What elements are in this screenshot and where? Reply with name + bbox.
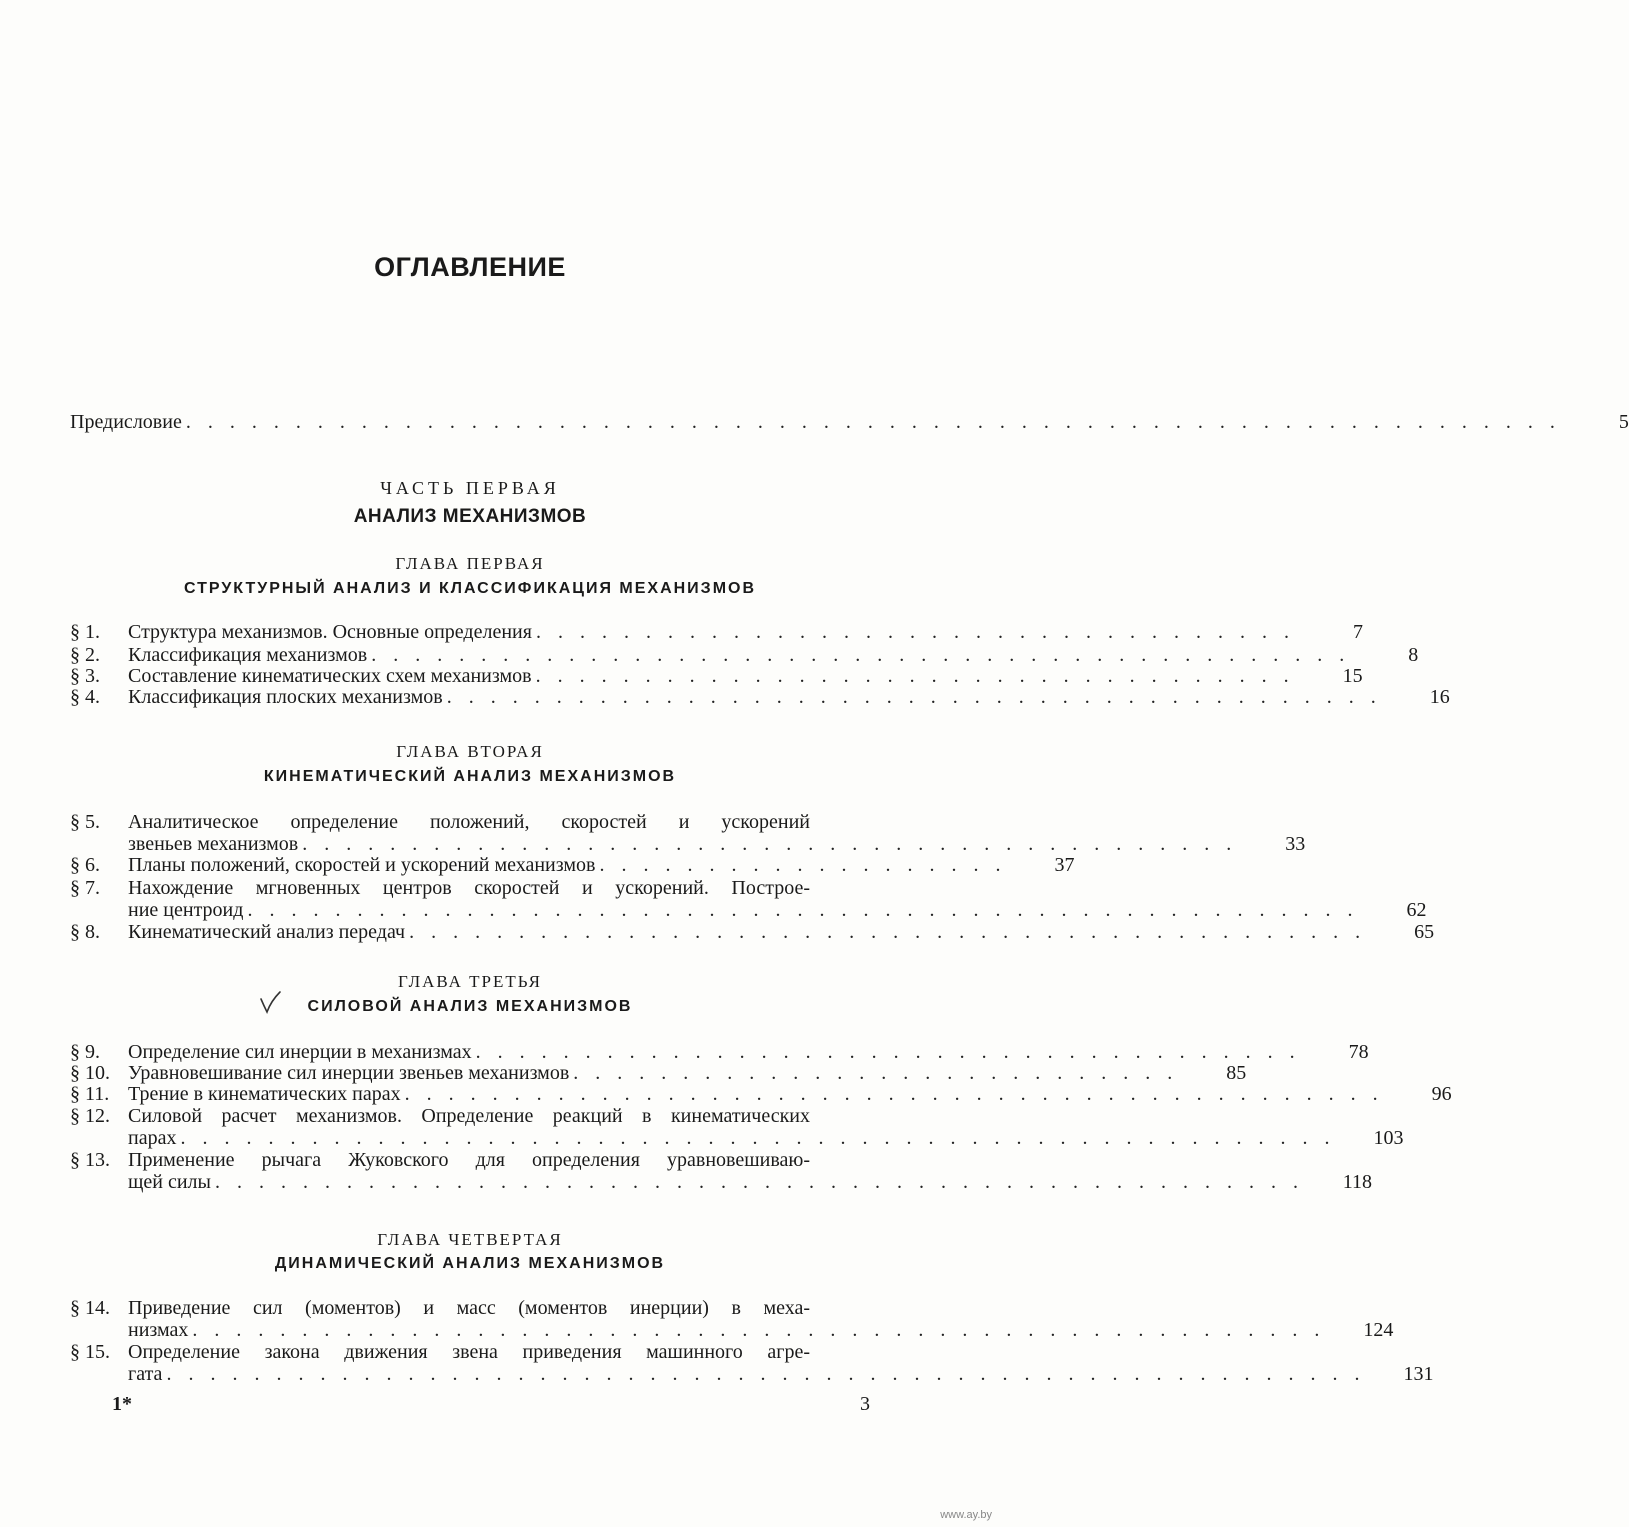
printer-signature: 1* [112, 1393, 132, 1415]
section-number: § 3. [70, 665, 100, 687]
section-number: § 7. [70, 877, 100, 899]
leader-dots: . . . . . . . . . . . . . . . . . . . . . . . . . . . . . . . . . . . . . . . . . . . . . [404, 1083, 1384, 1105]
toc-entry [70, 620, 1363, 644]
leader-dots: . . . . . . . . . . . . . . . . . . . . . . . . . . . . [573, 1062, 1179, 1084]
toc-entry-text: Предисловие [70, 411, 182, 433]
chapter-label: ГЛАВА ЧЕТВЕРТАЯ [377, 1230, 563, 1249]
toc-entry-continuation [70, 1362, 1434, 1386]
toc-entry-text: парах [128, 1127, 177, 1149]
leader-dots: . . . . . . . . . . . . . . . . . . . . . . . . . . . . . . . . . . . . . . . . . . . . . . . . . . . . . [180, 1127, 1336, 1149]
chapter-title: СИЛОВОЙ АНАЛИЗ МЕХАНИЗМОВ [307, 998, 633, 1015]
toc-entry-page: 8 [1408, 644, 1419, 666]
section-number: § 1. [70, 621, 100, 643]
toc-entry-text: Уравновешивание сил инерции звеньев механизмов [128, 1062, 570, 1084]
leader-dots: . . . . . . . . . . . . . . . . . . . [599, 854, 1007, 876]
chapter-title: КИНЕМАТИЧЕСКИЙ АНАЛИЗ МЕХАНИЗМОВ [263, 768, 677, 785]
toc-entry-page: 37 [1054, 854, 1075, 876]
toc-entry [70, 685, 1450, 709]
toc-entry-page: 85 [1226, 1062, 1247, 1084]
chapter-label: ГЛАВА ПЕРВАЯ [395, 554, 545, 573]
toc-entry [70, 1082, 1452, 1106]
leader-dots: . . . . . . . . . . . . . . . . . . . . . . . . . . . . . . . . . . . . . . . . . . . [302, 833, 1238, 855]
toc-entry-page: 78 [1348, 1041, 1369, 1063]
toc-entry-page: 131 [1403, 1363, 1434, 1385]
toc-entry-page: 15 [1342, 665, 1363, 687]
chapter-title: СТРУКТУРНЫЙ АНАЛИЗ И КЛАССИФИКАЦИЯ МЕХАНИЗМОВ [183, 580, 757, 597]
leader-dots: . . . . . . . . . . . . . . . . . . . . . . . . . . . . . . . . . . . . . . . . . . . . . . . . . . [214, 1171, 1304, 1193]
toc-entry-text: Классификация механизмов [128, 644, 368, 666]
toc-entry-text: Нахождение мгновенных центров скоростей и ускорений. Построе- [128, 877, 810, 899]
toc-entry-page: 65 [1414, 921, 1435, 943]
toc-entry-text: Силовой расчет механизмов. Определение реакций в кинематических [128, 1105, 810, 1127]
toc-entry [70, 810, 880, 834]
section-number: § 13. [70, 1149, 110, 1171]
toc-entry-text: Кинематический анализ передач [128, 921, 406, 943]
leader-dots: . . . . . . . . . . . . . . . . . . . . . . . . . . . . . . . . . . . . . . . . . . . . . [371, 644, 1351, 666]
toc-entry [70, 876, 880, 900]
leader-dots: . . . . . . . . . . . . . . . . . . . . . . . . . . . . . . . . . . . . . . . . . . . . [409, 921, 1367, 943]
part-label: ЧАСТЬ ПЕРВАЯ [380, 478, 560, 498]
section-number: § 6. [70, 854, 100, 876]
watermark: www.ay.by [940, 1509, 992, 1521]
toc-entry-preface [70, 410, 1629, 434]
section-number: § 10. [70, 1062, 110, 1084]
leader-dots: . . . . . . . . . . . . . . . . . . . . . . . . . . . . . . . . . . . . . . . . . . . [446, 686, 1382, 708]
section-number: § 8. [70, 921, 100, 943]
leader-dots: . . . . . . . . . . . . . . . . . . . . . . . . . . . . . . . . . . . [535, 665, 1295, 687]
toc-entry-page: 5 [1618, 411, 1629, 433]
leader-dots: . . . . . . . . . . . . . . . . . . . . . . . . . . . . . . . . . . . . . . . . . . . . . . . . . . . . . . . [166, 1363, 1366, 1385]
toc-entry-text: Аналитическое определение положений, скоростей и ускорений [128, 811, 810, 833]
toc-entry-text: низмах [128, 1319, 189, 1341]
toc-entry-text: гата [128, 1363, 163, 1385]
toc-entry-continuation [70, 898, 1427, 922]
toc-entry-text: щей силы [128, 1171, 211, 1193]
part-title: АНАЛИЗ МЕХАНИЗМОВ [353, 506, 587, 527]
toc-entry-text: Применение рычага Жуковского для определения уравновешиваю- [128, 1149, 810, 1171]
toc-entry-page: 118 [1342, 1171, 1372, 1193]
section-number: § 14. [70, 1297, 110, 1319]
toc-entry [70, 853, 1075, 877]
leader-dots: . . . . . . . . . . . . . . . . . . . . . . . . . . . . . . . . . . . . . . . . . . . . . . . . . . . . [192, 1319, 1326, 1341]
leader-dots: . . . . . . . . . . . . . . . . . . . . . . . . . . . . . . . . . . . . . . [475, 1041, 1301, 1063]
leader-dots: . . . . . . . . . . . . . . . . . . . . . . . . . . . . . . . . . . . [535, 621, 1295, 643]
section-number: § 5. [70, 811, 100, 833]
toc-entry-page: 16 [1429, 686, 1450, 708]
chapter-label: ГЛАВА ТРЕТЬЯ [398, 972, 542, 991]
toc-entry-text: Трение в кинематических парах [128, 1083, 401, 1105]
toc-entry [70, 920, 1435, 944]
toc-entry-page: 103 [1373, 1127, 1404, 1149]
page-number: 3 [860, 1393, 870, 1415]
toc-entry-continuation [70, 1126, 1404, 1150]
section-number: § 11. [70, 1083, 110, 1105]
toc-entry-page: 7 [1352, 621, 1363, 643]
toc-entry-text: Классификация плоских механизмов [128, 686, 443, 708]
section-number: § 4. [70, 686, 100, 708]
leader-dots: . . . . . . . . . . . . . . . . . . . . . . . . . . . . . . . . . . . . . . . . . . . . . . . . . . . . . . . . . . . . . . . [185, 411, 1561, 433]
toc-entry-text: Структура механизмов. Основные определения [128, 621, 532, 643]
toc-entry-page: 96 [1431, 1083, 1452, 1105]
toc-entry-text: Приведение сил (моментов) и масс (моментов инерции) в меха- [128, 1297, 810, 1319]
section-number: § 12. [70, 1105, 110, 1127]
toc-entry-text: Планы положений, скоростей и ускорений механизмов [128, 854, 596, 876]
page-title: ОГЛАВЛЕНИЕ [374, 252, 566, 282]
chapter-title: ДИНАМИЧЕСКИЙ АНАЛИЗ МЕХАНИЗМОВ [274, 1255, 666, 1272]
toc-entry-page: 33 [1285, 833, 1306, 855]
toc-entry [70, 1296, 880, 1320]
toc-entry [70, 1104, 880, 1128]
section-number: § 2. [70, 644, 100, 666]
toc-entry-continuation [70, 1170, 1372, 1194]
section-number: § 15. [70, 1341, 110, 1363]
toc-entry-continuation [70, 1318, 1394, 1342]
leader-dots: . . . . . . . . . . . . . . . . . . . . . . . . . . . . . . . . . . . . . . . . . . . . . . . . . . . [247, 899, 1359, 921]
section-number: § 9. [70, 1041, 100, 1063]
toc-entry [70, 1148, 880, 1172]
toc-entry [70, 1340, 880, 1364]
toc-entry-text: ние центроид [128, 899, 244, 921]
toc-entry-text: Определение закона движения звена приведения машинного агре- [128, 1341, 810, 1363]
toc-entry-page: 124 [1363, 1319, 1394, 1341]
toc-entry-page: 62 [1406, 899, 1427, 921]
toc-entry-text: звеньев механизмов [128, 833, 299, 855]
toc-entry-text: Определение сил инерции в механизмах [128, 1041, 472, 1063]
chapter-label: ГЛАВА ВТОРАЯ [396, 742, 544, 761]
toc-entry-text: Составление кинематических схем механизмов [128, 665, 532, 687]
